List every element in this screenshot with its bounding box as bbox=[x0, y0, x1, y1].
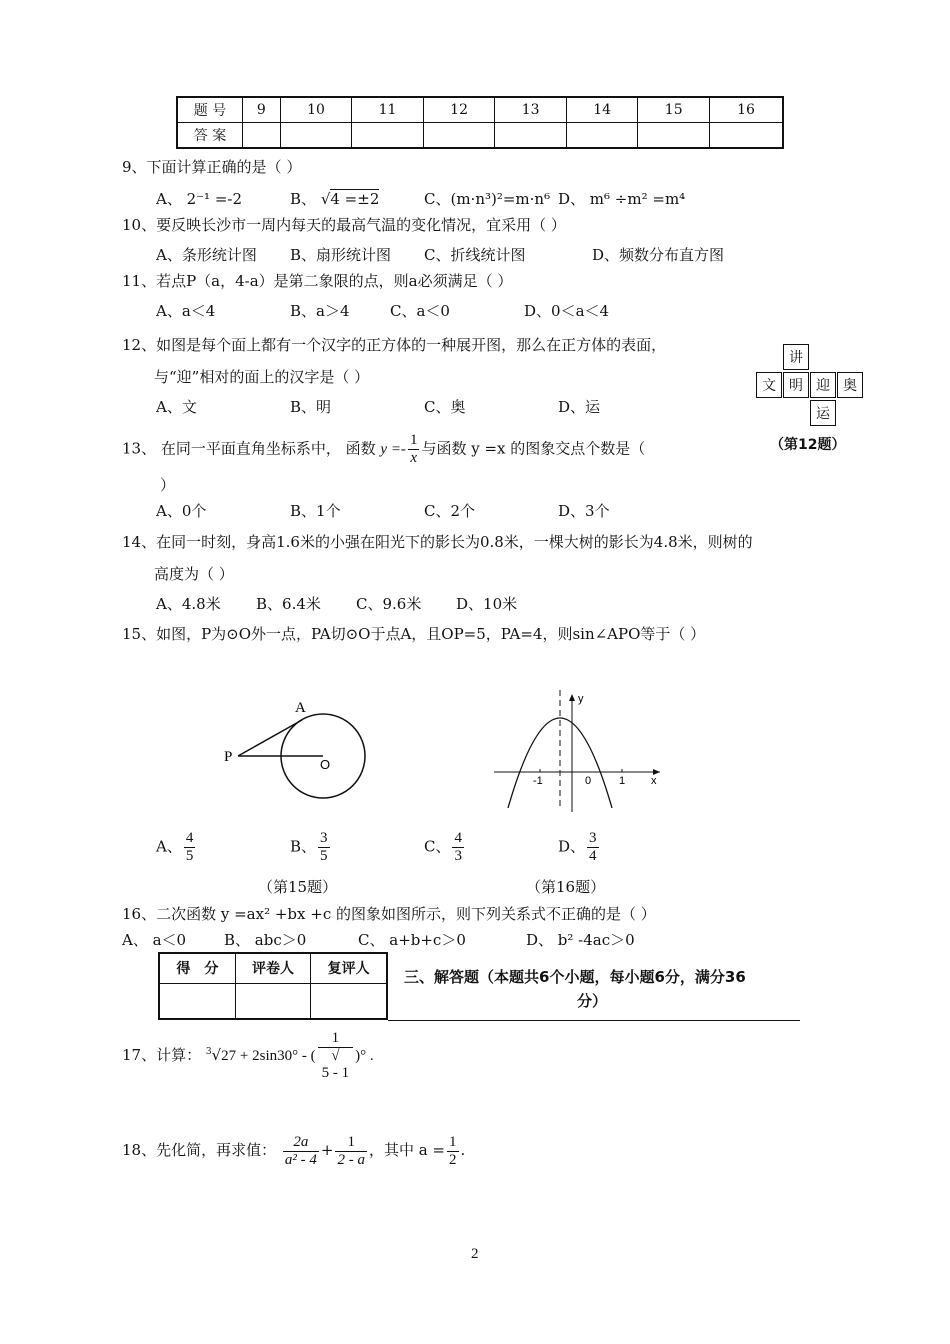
frac-den: 3 bbox=[454, 848, 462, 864]
q15-option-c-label: C、 bbox=[424, 837, 451, 856]
q11-stem: 11、若点P（a，4-a）是第二象限的点，则a必须满足（ ） bbox=[122, 272, 513, 290]
frac-num: 4 bbox=[454, 830, 462, 846]
frac-num: 3 bbox=[589, 830, 597, 846]
section-divider bbox=[388, 1020, 800, 1021]
cube-face: 文 bbox=[756, 372, 782, 398]
section-3-heading-cont: 分） bbox=[577, 992, 608, 1010]
tick-label-zero: 0 bbox=[585, 775, 592, 787]
q17-label: 17、计算： bbox=[122, 1046, 202, 1064]
q16-option-b: B、 abc＞0 bbox=[224, 931, 307, 949]
q18 bbox=[122, 1130, 465, 1170]
cube-net-figure bbox=[756, 344, 866, 430]
cube-face: 运 bbox=[810, 400, 836, 426]
score-cell[interactable] bbox=[159, 983, 235, 1019]
frac-den: 4 bbox=[589, 848, 597, 864]
q10-option-d: D、频数分布直方图 bbox=[592, 246, 725, 264]
grader-header: 评卷人 bbox=[235, 953, 310, 983]
answer-cell[interactable] bbox=[280, 123, 352, 149]
segment-pa bbox=[238, 720, 302, 756]
q18-label: 18、先化简，再求值： bbox=[122, 1141, 277, 1159]
grader-cell[interactable] bbox=[235, 983, 310, 1019]
answer-table-header: 题 号 bbox=[177, 97, 243, 123]
q9-option-b-body: 4 =±2 bbox=[330, 190, 380, 208]
q17-expr-b: )° . bbox=[355, 1048, 374, 1064]
question-number-cell: 10 bbox=[280, 97, 352, 123]
cube-face: 明 bbox=[783, 372, 809, 398]
frac-den: 5 bbox=[320, 848, 328, 864]
sqrt-icon: √ bbox=[320, 190, 331, 208]
answer-cell[interactable] bbox=[638, 123, 710, 149]
plus-sign: + bbox=[320, 1141, 334, 1159]
q14-option-b: B、6.4米 bbox=[256, 595, 321, 613]
q11-option-c: C、a＜0 bbox=[390, 302, 450, 320]
answer-cell[interactable] bbox=[352, 123, 424, 149]
q10-stem: 10、要反映长沙市一周内每天的最高气温的变化情况，宜采用（ ） bbox=[122, 216, 566, 234]
q9-option-c: C、(m·n³)²=m·n⁶ bbox=[424, 190, 551, 208]
q13-fraction bbox=[408, 432, 420, 467]
q15-option-c-frac bbox=[452, 830, 464, 865]
q13-option-d: D、3个 bbox=[558, 502, 610, 520]
x-axis-label: x bbox=[651, 775, 657, 787]
q10-option-b: B、扇形统计图 bbox=[290, 246, 392, 264]
score-header: 得 分 bbox=[159, 953, 235, 983]
q14-stem-line1: 14、在同一时刻，身高1.6米的小强在阳光下的影长为0.8米，一棵大树的影长为4.8米，则树的 bbox=[122, 533, 753, 551]
point-a-label: A bbox=[295, 700, 306, 716]
q13-func: y =- bbox=[380, 441, 406, 458]
frac-num: 1 bbox=[449, 1133, 457, 1150]
q9-stem: 9、下面计算正确的是（ ） bbox=[122, 158, 302, 176]
q14-option-d: D、10米 bbox=[456, 595, 518, 613]
sqrt-icon: √ bbox=[211, 1046, 222, 1064]
frac-den: 2 bbox=[449, 1151, 457, 1168]
q15-option-a-frac bbox=[184, 830, 196, 865]
q10-option-a: A、条形统计图 bbox=[156, 246, 257, 264]
frac-num: 3 bbox=[320, 830, 328, 846]
q17-frac-den-wrap: √ 5 - 1 bbox=[321, 1048, 350, 1081]
q15-option-b-frac bbox=[318, 830, 330, 865]
q13-option-c: C、2个 bbox=[424, 502, 476, 520]
q15-option-a bbox=[156, 830, 197, 865]
tick-label-1: 1 bbox=[619, 775, 626, 787]
question-number-cell: 11 bbox=[352, 97, 424, 123]
q12-option-b: B、明 bbox=[290, 398, 332, 416]
q15-option-a-label: A、 bbox=[156, 837, 182, 856]
cube-face: 迎 bbox=[810, 372, 836, 398]
point-o-label: O bbox=[320, 757, 331, 772]
frac-den: 5 bbox=[185, 848, 194, 864]
q17-frac-num: 1 bbox=[318, 1030, 354, 1048]
q9-option-b-label: B、 bbox=[290, 190, 317, 208]
q15-option-b bbox=[290, 830, 332, 865]
q16-caption: （第16题） bbox=[526, 878, 606, 896]
cube-face: 讲 bbox=[783, 344, 809, 370]
q9-option-d: D、 m⁶ ÷m² =m⁴ bbox=[558, 190, 686, 208]
section-3-heading: 三、解答题（本题共6个小题，每小题6分，满分36 bbox=[404, 968, 746, 986]
q18-fraction-2 bbox=[335, 1134, 367, 1169]
q12-stem-line1: 12、如图是每个面上都有一个汉字的正方体的一种展开图，那么在正方体的表面， bbox=[122, 336, 667, 354]
q12-option-d: D、运 bbox=[558, 398, 601, 416]
question-number-cell: 13 bbox=[495, 97, 567, 123]
frac-den: 2 - a bbox=[337, 1151, 365, 1168]
q18-condition: ，其中 a = bbox=[368, 1141, 446, 1159]
q18-fraction-3 bbox=[447, 1134, 459, 1169]
question-number-cell: 9 bbox=[243, 97, 281, 123]
q13-frac-num: 1 bbox=[409, 432, 418, 448]
q13-close: ） bbox=[160, 476, 176, 494]
q12-option-c: C、奥 bbox=[424, 398, 466, 416]
page-number: 2 bbox=[471, 1246, 479, 1262]
question-number-cell: 15 bbox=[638, 97, 710, 123]
q15-option-c bbox=[424, 830, 466, 865]
q16-option-d: D、 b² -4ac＞0 bbox=[526, 931, 635, 949]
tick-label-neg1: -1 bbox=[533, 775, 543, 787]
score-table bbox=[158, 952, 388, 1020]
q12-caption: （第12题） bbox=[770, 437, 846, 453]
question-number-cell: 12 bbox=[423, 97, 495, 123]
q17-expr-a: 27 + 2sin30° - ( bbox=[221, 1048, 316, 1064]
circle-tangent-figure bbox=[210, 690, 380, 810]
q14-option-a: A、4.8米 bbox=[156, 595, 221, 613]
q14-stem-line2: 高度为（ ） bbox=[154, 565, 234, 583]
q18-end: . bbox=[460, 1141, 466, 1159]
q16-option-a: A、 a＜0 bbox=[122, 931, 187, 949]
q11-option-b: B、a＞4 bbox=[290, 302, 350, 320]
q18-fraction-1 bbox=[283, 1134, 319, 1169]
q17 bbox=[122, 1030, 374, 1082]
answer-cell[interactable] bbox=[243, 123, 281, 149]
q17-fraction bbox=[318, 1030, 354, 1082]
q9-option-b bbox=[290, 188, 379, 209]
answer-cell[interactable] bbox=[495, 123, 567, 149]
answer-cell[interactable] bbox=[709, 123, 783, 149]
q15-option-d-frac bbox=[587, 830, 599, 865]
frac-den: a² - 4 bbox=[284, 1151, 317, 1168]
q13-stem-pre: 13、 在同一平面直角坐标系中， 函数 bbox=[122, 439, 376, 458]
parabola-graph bbox=[490, 688, 670, 814]
q15-option-d-label: D、 bbox=[558, 837, 586, 856]
q10-option-c: C、折线统计图 bbox=[424, 246, 526, 264]
q16-stem: 16、二次函数 y =ax² +bx +c 的图象如图所示，则下列关系式不正确的是（ ） bbox=[122, 905, 656, 923]
answer-row-label: 答 案 bbox=[177, 123, 243, 149]
answer-cell[interactable] bbox=[566, 123, 638, 149]
q16-option-c: C、 a+b+c＞0 bbox=[358, 931, 466, 949]
answer-table bbox=[176, 96, 784, 149]
q12-option-a: A、文 bbox=[156, 398, 197, 416]
question-number-cell: 16 bbox=[709, 97, 783, 123]
answer-cell[interactable] bbox=[423, 123, 495, 149]
q15-caption: （第15题） bbox=[258, 878, 338, 896]
q13-stem bbox=[122, 432, 645, 467]
frac-num: 2a bbox=[283, 1134, 319, 1152]
q14-option-c: C、9.6米 bbox=[356, 595, 422, 613]
cube-face: 奥 bbox=[837, 372, 863, 398]
q11-option-d: D、0＜a＜4 bbox=[524, 302, 610, 320]
q15-option-d bbox=[558, 830, 601, 865]
q13-frac-den: x bbox=[410, 450, 418, 466]
q11-option-a: A、a＜4 bbox=[156, 302, 216, 320]
y-axis-arrow-icon bbox=[569, 694, 575, 701]
q13-option-b: B、1个 bbox=[290, 502, 341, 520]
q17-frac-den: 5 - 1 bbox=[321, 1065, 350, 1081]
reviewer-header: 复评人 bbox=[311, 953, 387, 983]
q15-stem: 15、如图，P为⊙O外一点，PA切⊙O于点A，且OP=5，PA=4，则sin∠APO等于（ ） bbox=[122, 625, 706, 643]
question-number-cell: 14 bbox=[566, 97, 638, 123]
y-axis-label: y bbox=[578, 693, 584, 705]
q13-option-a: A、0个 bbox=[156, 502, 207, 520]
frac-num: 4 bbox=[185, 830, 194, 846]
reviewer-cell[interactable] bbox=[311, 983, 387, 1019]
point-p-label: P bbox=[224, 749, 233, 765]
frac-num: 1 bbox=[335, 1134, 367, 1152]
q12-stem-line2: 与“迎”相对的面上的汉字是（ ） bbox=[154, 368, 370, 386]
q15-option-b-label: B、 bbox=[290, 837, 317, 856]
q13-stem-post: 与函数 y =x 的图象交点个数是（ bbox=[421, 439, 646, 458]
cube-root-index: 3 bbox=[205, 1047, 212, 1057]
q9-option-a: A、 2⁻¹ =-2 bbox=[156, 190, 243, 208]
